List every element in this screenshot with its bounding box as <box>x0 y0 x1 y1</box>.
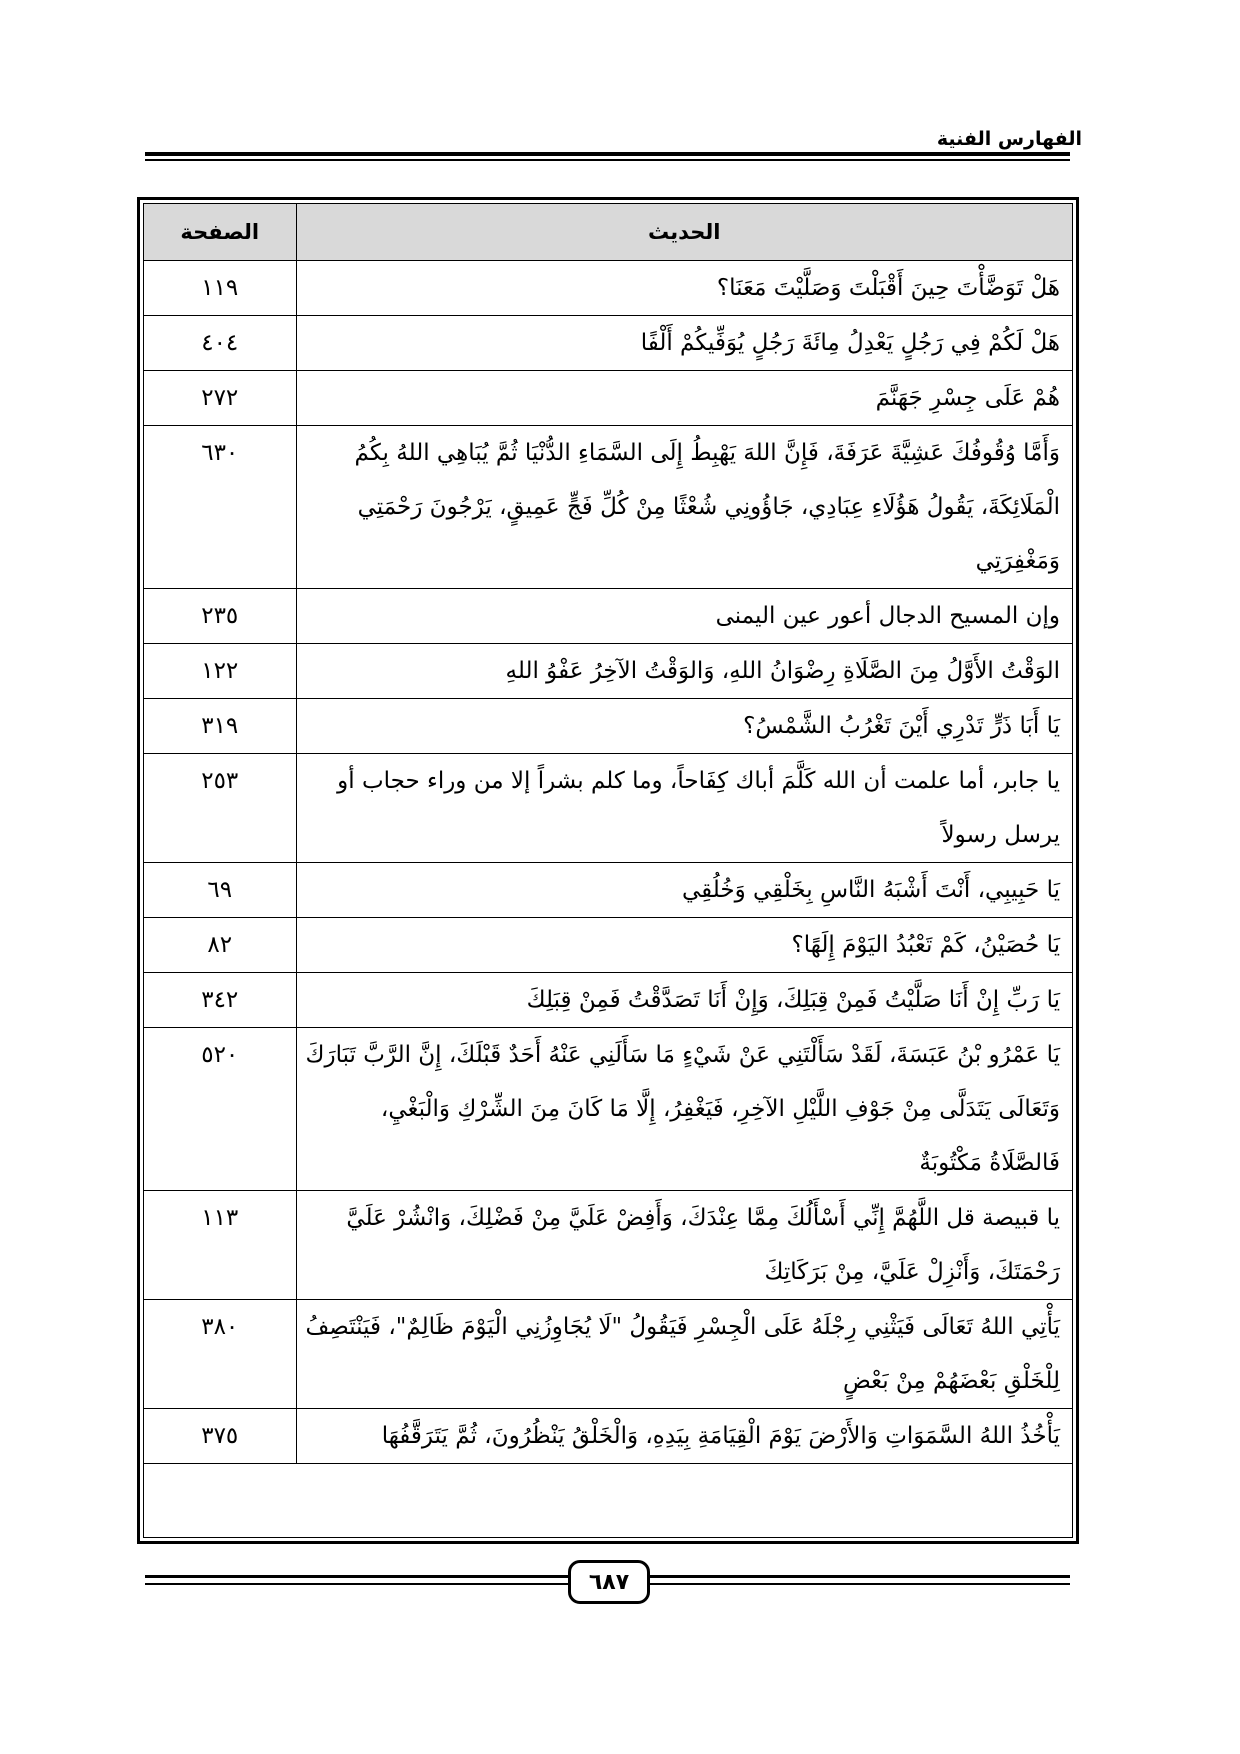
hadith-text-cell: يَا أَبَا ذَرٍّ تَدْرِي أَيْنَ تَغْرُبُ الشَّمْسُ؟ <box>296 698 1072 753</box>
table-row <box>144 753 1072 862</box>
table-row <box>144 1408 1072 1463</box>
hadith-text-cell: يا جابر، أما علمت أن الله كَلَّمَ أباك كِفَاحاً، وما كلم بشراً إلا من وراء حجاب أو يرسل رسولاً <box>296 753 1072 862</box>
table-row <box>144 1190 1072 1299</box>
hadith-index-table-inner-frame <box>143 203 1073 1538</box>
table-row <box>144 643 1072 698</box>
table-row <box>144 1299 1072 1408</box>
column-header-page: الصفحة <box>144 204 296 260</box>
page-number-cell: ٥٢٠ <box>144 1027 296 1190</box>
column-header-hadith: الحديث <box>296 204 1072 260</box>
table-row <box>144 698 1072 753</box>
table-header-row <box>144 204 1072 260</box>
table-row <box>144 588 1072 643</box>
header-rule-thick <box>145 152 1070 156</box>
table-row <box>144 862 1072 917</box>
hadith-text-cell: هَلْ تَوَضَّأْتَ حِينَ أَقْبَلْتَ وَصَلَّيْتَ مَعَنَا؟ <box>296 260 1072 315</box>
page-number-cell: ٤٠٤ <box>144 315 296 370</box>
hadith-text-cell: يَا حُصَيْنُ، كَمْ تَعْبُدُ اليَوْمَ إِلَهًا؟ <box>296 917 1072 972</box>
page-number-box <box>568 1560 650 1604</box>
page-number-cell: ٢٧٢ <box>144 370 296 425</box>
page-number: ٦٨٧ <box>588 1569 630 1595</box>
hadith-text-cell: يَا حَبِيبِي، أَنْتَ أَشْبَهُ النَّاسِ بِخَلْقِي وَخُلُقِي <box>296 862 1072 917</box>
page-number-cell: ٣١٩ <box>144 698 296 753</box>
hadith-text-cell: الوَقْتُ الأَوَّلُ مِنَ الصَّلَاةِ رِضْوَانُ اللهِ، وَالوَقْتُ الآخِرُ عَفْوُ اللهِ <box>296 643 1072 698</box>
hadith-text-cell: يَا عَمْرُو بْنُ عَبَسَةَ، لَقَدْ سَأَلْتَنِي عَنْ شَيْءٍ مَا سَأَلَنِي عَنْهُ أَحَدٌ قَبْلَكَ، إِنَّ الرَّبَّ تَبَارَكَ وَتَعَالَى يَتَدَلَّى مِنْ جَوْفِ اللَّيْلِ الآخِرِ، فَيَغْفِرُ، إِلَّا مَا كَانَ مِنَ الشِّرْكِ وَالْبَغْيِ، فَالصَّلَاةُ مَكْتُوبَةٌ <box>296 1027 1072 1190</box>
footer-rule-right-thick <box>645 1575 1070 1578</box>
hadith-index-table <box>144 204 1072 1464</box>
page-number-cell: ٣٤٢ <box>144 972 296 1027</box>
hadith-text-cell: هُمْ عَلَى جِسْرِ جَهَنَّمَ <box>296 370 1072 425</box>
page-number-cell: ٢٣٥ <box>144 588 296 643</box>
running-header-title: الفهارس الفنية <box>936 128 1082 150</box>
page-number-cell: ٦٩ <box>144 862 296 917</box>
hadith-text-cell: يَأْخُذُ اللهُ السَّمَوَاتِ وَالأَرْضَ يَوْمَ الْقِيَامَةِ بِيَدِهِ، وَالْخَلْقُ يَنْظُرُونَ، ثُمَّ يَتَرَقَّفُهَا <box>296 1408 1072 1463</box>
hadith-text-cell: يَأْتِي اللهُ تَعَالَى فَيَثْنِي رِجْلَهُ عَلَى الْجِسْرِ فَيَقُولُ "لَا يُجَاوِزُنِي الْيَوْمَ ظَالِمٌ"، فَيَنْتَصِفُ لِلْخَلْقِ بَعْضَهُمْ مِنْ بَعْضٍ <box>296 1299 1072 1408</box>
hadith-text-cell: هَلْ لَكُمْ فِي رَجُلٍ يَعْدِلُ مِائَةَ رَجُلٍ يُوَفِّيكُمْ أَلْفًا <box>296 315 1072 370</box>
footer-rule-right-thin <box>645 1583 1070 1585</box>
hadith-text-cell: وإن المسيح الدجال أعور عين اليمنى <box>296 588 1072 643</box>
table-row <box>144 1027 1072 1190</box>
table-row <box>144 370 1072 425</box>
table-row <box>144 917 1072 972</box>
table-row <box>144 425 1072 588</box>
page-number-cell: ٨٢ <box>144 917 296 972</box>
table-row <box>144 260 1072 315</box>
hadith-text-cell: يا قبيصة قل اللَّهُمَّ إِنِّي أَسْأَلُكَ مِمَّا عِنْدَكَ، وَأَفِضْ عَلَيَّ مِنْ فَضْلِكَ، وَانْشُرْ عَلَيَّ رَحْمَتَكَ، وَأَنْزِلْ عَلَيَّ، مِنْ بَرَكَاتِكَ <box>296 1190 1072 1299</box>
page-number-cell: ١١٣ <box>144 1190 296 1299</box>
footer-rule-left-thick <box>145 1575 573 1578</box>
header-rule-thin <box>145 159 1070 161</box>
hadith-index-table-frame <box>137 197 1079 1544</box>
hadith-text-cell: وَأَمَّا وُقُوفُكَ عَشِيَّةَ عَرَفَةَ، فَإِنَّ اللهَ يَهْبِطُ إِلَى السَّمَاءِ الدُّنْيَا ثُمَّ يُبَاهِي اللهُ بِكُمُ الْمَلَائِكَةَ، يَقُولُ هَؤُلَاءِ عِبَادِي، جَاؤُونِي شُعْثًا مِنْ كُلِّ فَجٍّ عَمِيقٍ، يَرْجُونَ رَحْمَتِي وَمَغْفِرَتِي <box>296 425 1072 588</box>
table-row <box>144 315 1072 370</box>
hadith-text-cell: يَا رَبِّ إِنْ أَنَا صَلَّيْتُ فَمِنْ قِبَلِكَ، وَإِنْ أَنَا تَصَدَّقْتُ فَمِنْ قِبَلِكَ <box>296 972 1072 1027</box>
page-number-cell: ٢٥٣ <box>144 753 296 862</box>
page-number-cell: ٣٨٠ <box>144 1299 296 1408</box>
page-number-cell: ١١٩ <box>144 260 296 315</box>
page-number-cell: ٣٧٥ <box>144 1408 296 1463</box>
page-number-cell: ٦٣٠ <box>144 425 296 588</box>
footer-rule-left-thin <box>145 1583 573 1585</box>
page-number-cell: ١٢٢ <box>144 643 296 698</box>
table-row <box>144 972 1072 1027</box>
